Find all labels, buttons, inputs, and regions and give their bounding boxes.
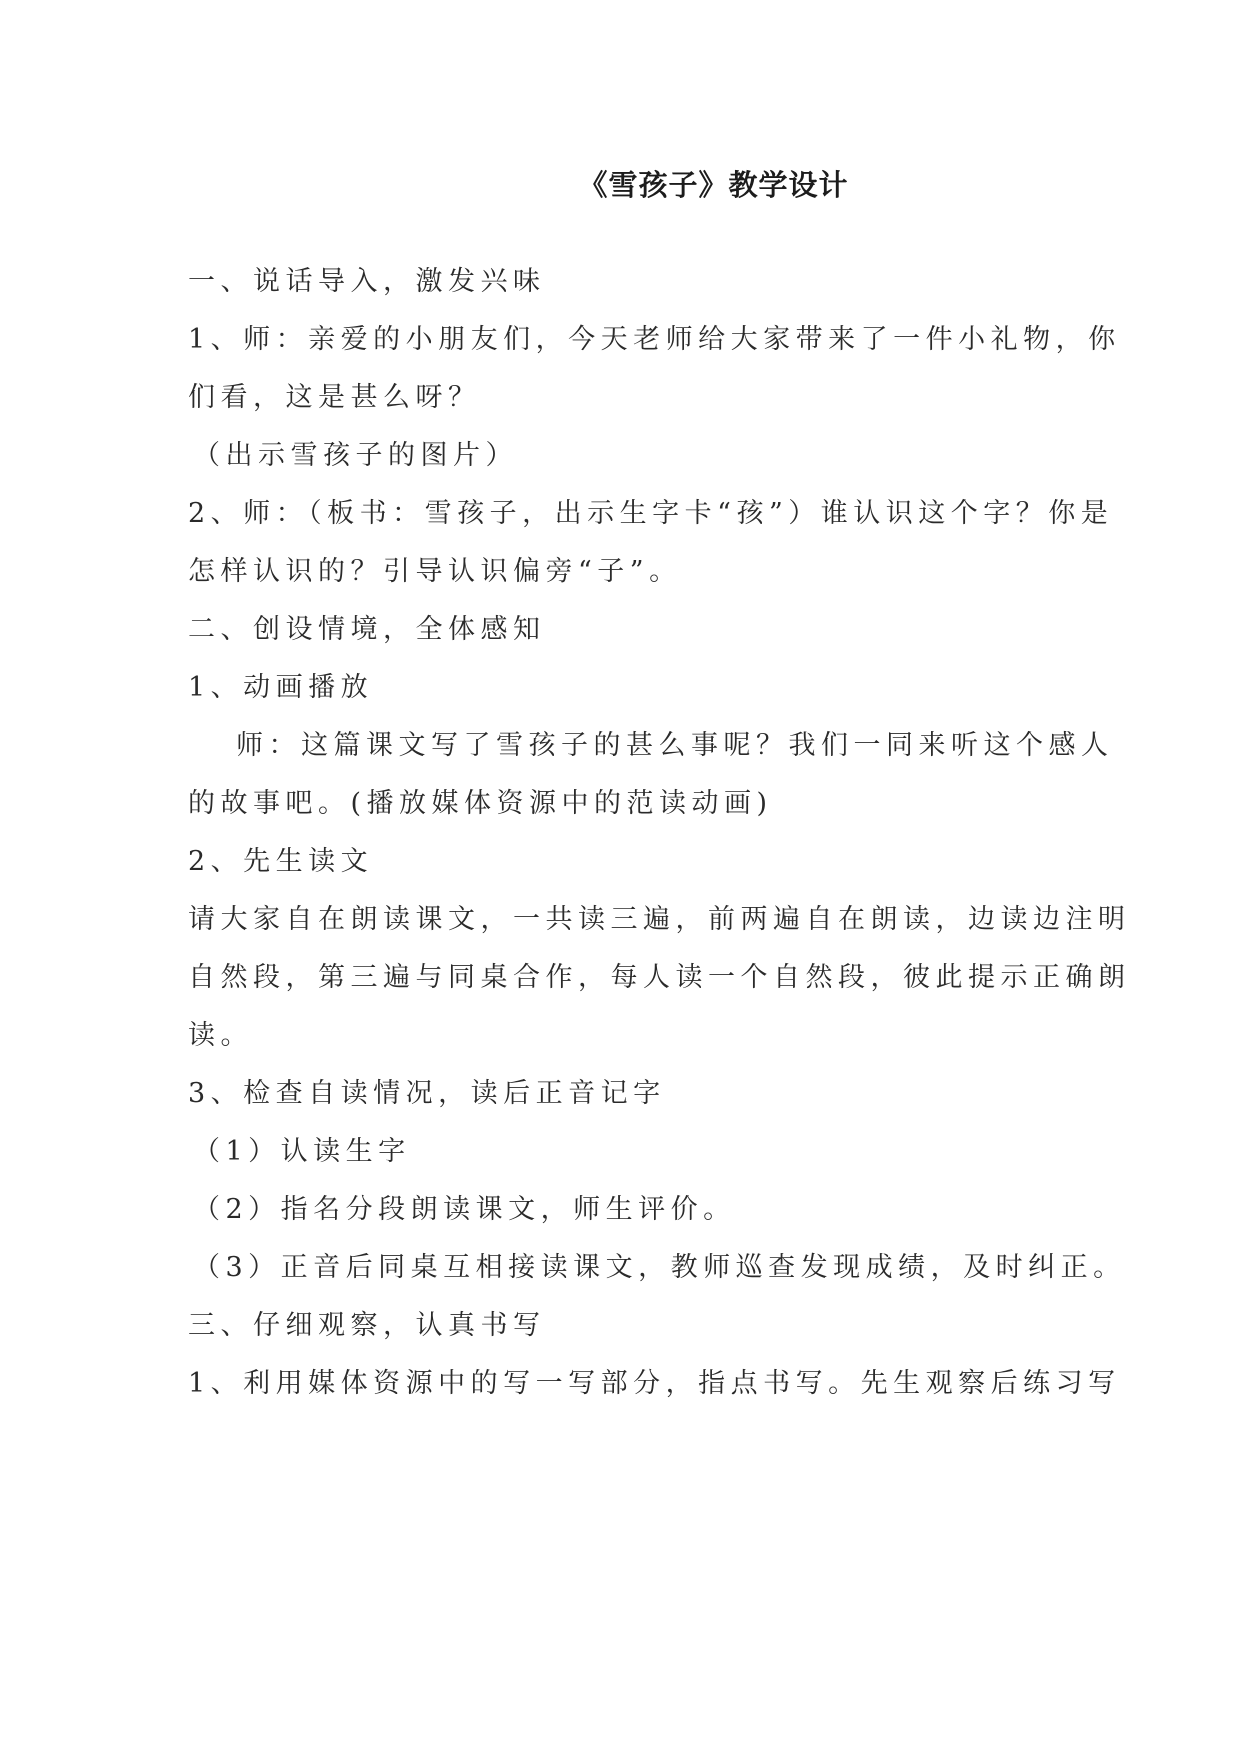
paragraph-line: 1、动画播放 (188, 672, 374, 703)
paragraph-line: （3）正音后同桌互相接读课文，教师巡查发现成绩，及时纠正。 (193, 1252, 1126, 1283)
paragraph-line: 读。 (188, 1020, 253, 1051)
paragraph-line: 2、先生读文 (188, 846, 374, 877)
section-heading-1: 一、说话导入，激发兴味 (188, 266, 546, 297)
paragraph-line: （出示雪孩子的图片） (193, 440, 518, 471)
paragraph-line: 2、师：（板书：雪孩子，出示生字卡“孩”）谁认识这个字？你是 (188, 498, 1114, 529)
section-heading-2: 二、创设情境，全体感知 (188, 614, 546, 645)
document-title: 《雪孩子》教学设计 (578, 168, 849, 202)
paragraph-line: 师：这篇课文写了雪孩子的甚么事呢？我们一同来听这个感人 (236, 730, 1114, 761)
paragraph-line: 的故事吧。(播放媒体资源中的范读动画) (188, 788, 773, 819)
paragraph-line: 请大家自在朗读课文，一共读三遍，前两遍自在朗读，边读边注明 (188, 904, 1131, 935)
paragraph-line: 自然段，第三遍与同桌合作，每人读一个自然段，彼此提示正确朗 (188, 962, 1131, 993)
paragraph-line: （1）认读生字 (193, 1136, 411, 1167)
section-heading-3: 三、仔细观察，认真书写 (188, 1310, 546, 1341)
paragraph-line: 们看，这是甚么呀？ (188, 382, 481, 413)
paragraph-line: 怎样认识的？引导认识偏旁“子”。 (188, 556, 682, 587)
paragraph-line: 1、利用媒体资源中的写一写部分，指点书写。先生观察后练习写 (188, 1368, 1121, 1399)
paragraph-line: 3、检查自读情况，读后正音记字 (188, 1078, 666, 1109)
paragraph-line: 1、师：亲爱的小朋友们，今天老师给大家带来了一件小礼物，你 (188, 324, 1121, 355)
paragraph-line: （2）指名分段朗读课文，师生评价。 (193, 1194, 736, 1225)
